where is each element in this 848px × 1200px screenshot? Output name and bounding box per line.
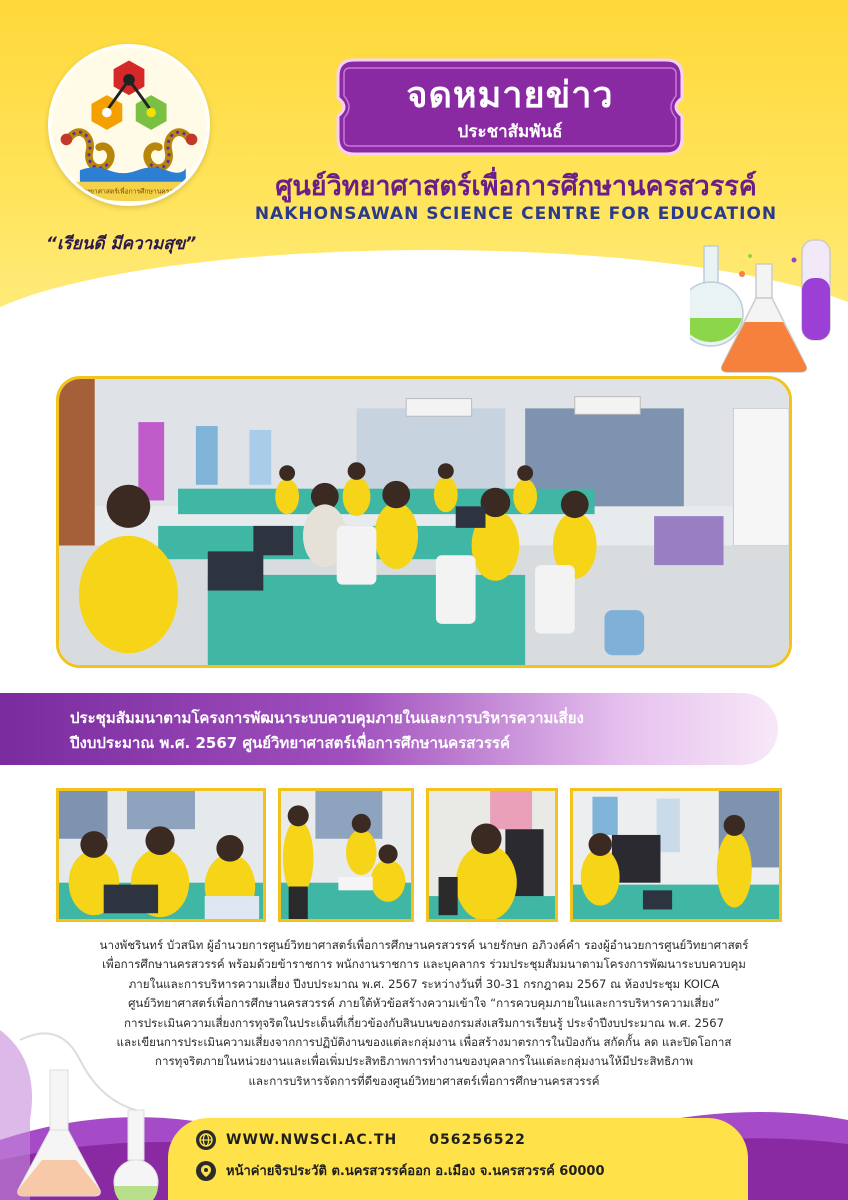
- body-line: เพื่อการศึกษานครสวรรค์ พร้อมด้วยข้าราชการ พนักงานราชการ และบุคลากร ร่วมประชุมสัมมนาตามโครงการพัฒนาระบบควบคุม: [102, 957, 746, 972]
- body-line: ภายในและการบริหารความเสี่ยง ปีงบประมาณ พ.ศ. 2567 ระหว่างวันที่ 30-31 กรกฎาคม 2567 ณ ห้องประชุม KOICA: [128, 976, 720, 991]
- caption-line-2: ปีงบประมาณ พ.ศ. 2567 ศูนย์วิทยาศาสตร์เพื่อการศึกษานครสวรรค์: [70, 734, 511, 752]
- title-banner: [336, 58, 684, 156]
- contact-web-row: [196, 1130, 526, 1150]
- body-line: การทุจริตภายในหน่วยงานและเพื่อเพิ่มประสิทธิภาพการทำงานของบุคลากรในแต่ละกลุ่มงานให้มีประสิทธิภาพ: [154, 1054, 694, 1069]
- body-line: การประเมินความเสี่ยงการทุจริตในประเด็นที่เกี่ยวข้องกับสินบนของกรมส่งเสริมการเรียนรู้ ประจำปีงบประมาณ พ.ศ. 2567: [123, 1015, 725, 1030]
- thumbnail-photo-2: [278, 788, 414, 922]
- caption-line-1: ประชุมสัมมนาตามโครงการพัฒนาระบบควบคุมภายในและการบริหารความเสี่ยง: [70, 709, 584, 727]
- website-link[interactable]: WWW.NWSCI.AC.TH: [226, 1132, 398, 1148]
- contact-address-row: [196, 1160, 605, 1181]
- footer-flask-decoration: [0, 1000, 190, 1200]
- location-pin-icon: [196, 1161, 216, 1181]
- main-meeting-photo: [56, 376, 792, 668]
- flask-decoration: [690, 238, 840, 378]
- org-name-thai: ศูนย์วิทยาศาสตร์เพื่อการศึกษานครสวรรค์: [275, 171, 757, 202]
- org-name-english: NAKHONSAWAN SCIENCE CENTRE FOR EDUCATION: [254, 204, 778, 224]
- globe-icon: [196, 1130, 216, 1150]
- newsletter-subtitle: ประชาสัมพันธ์: [457, 122, 563, 142]
- body-line: และการบริหารจัดการที่ดีของศูนย์วิทยาศาสตร์เพื่อการศึกษานครสวรรค์: [248, 1073, 600, 1088]
- phone-number[interactable]: 056256522: [429, 1132, 526, 1148]
- thumbnail-photo-1: [56, 788, 266, 922]
- body-line: ศูนย์วิทยาศาสตร์เพื่อการศึกษานครสวรรค์ ภายใต้หัวข้อสร้างความเข้าใจ “การควบคุมภายในและการบริหารความเสี่ยง”: [128, 996, 720, 1011]
- thumbnail-photo-4: [570, 788, 782, 922]
- body-line: นางพัชรินทร์ บัวสนิท ผู้อำนวยการศูนย์วิทยาศาสตร์เพื่อการศึกษานครสวรรค์ นายรักษก อภิวงค์คำ รองผู้อำนวยการศูนย์วิทยาศาสตร์: [99, 938, 749, 952]
- center-logo: [48, 44, 210, 206]
- thumbnail-photo-3: [426, 788, 558, 922]
- motto: “เรียนดี มีความสุข”: [46, 234, 197, 254]
- body-line: และเขียนการประเมินความเสี่ยงจากการปฏิบัติงานของแต่ละกลุ่มงาน เพื่อสร้างมาตรการในป้องกัน สกัดกั้น ลด และปิดโอกาส: [116, 1035, 732, 1050]
- logo-caption: ศูนย์วิทยาศาสตร์เพื่อการศึกษานครสวรรค์: [68, 187, 190, 196]
- newsletter-title: จดหมายข่าว: [406, 75, 614, 116]
- caption-bar: [0, 693, 778, 765]
- address-text: หน้าค่ายจิรประวัติ ต.นครสวรรค์ออก อ.เมือง จ.นครสวรรค์ 60000: [226, 1164, 605, 1179]
